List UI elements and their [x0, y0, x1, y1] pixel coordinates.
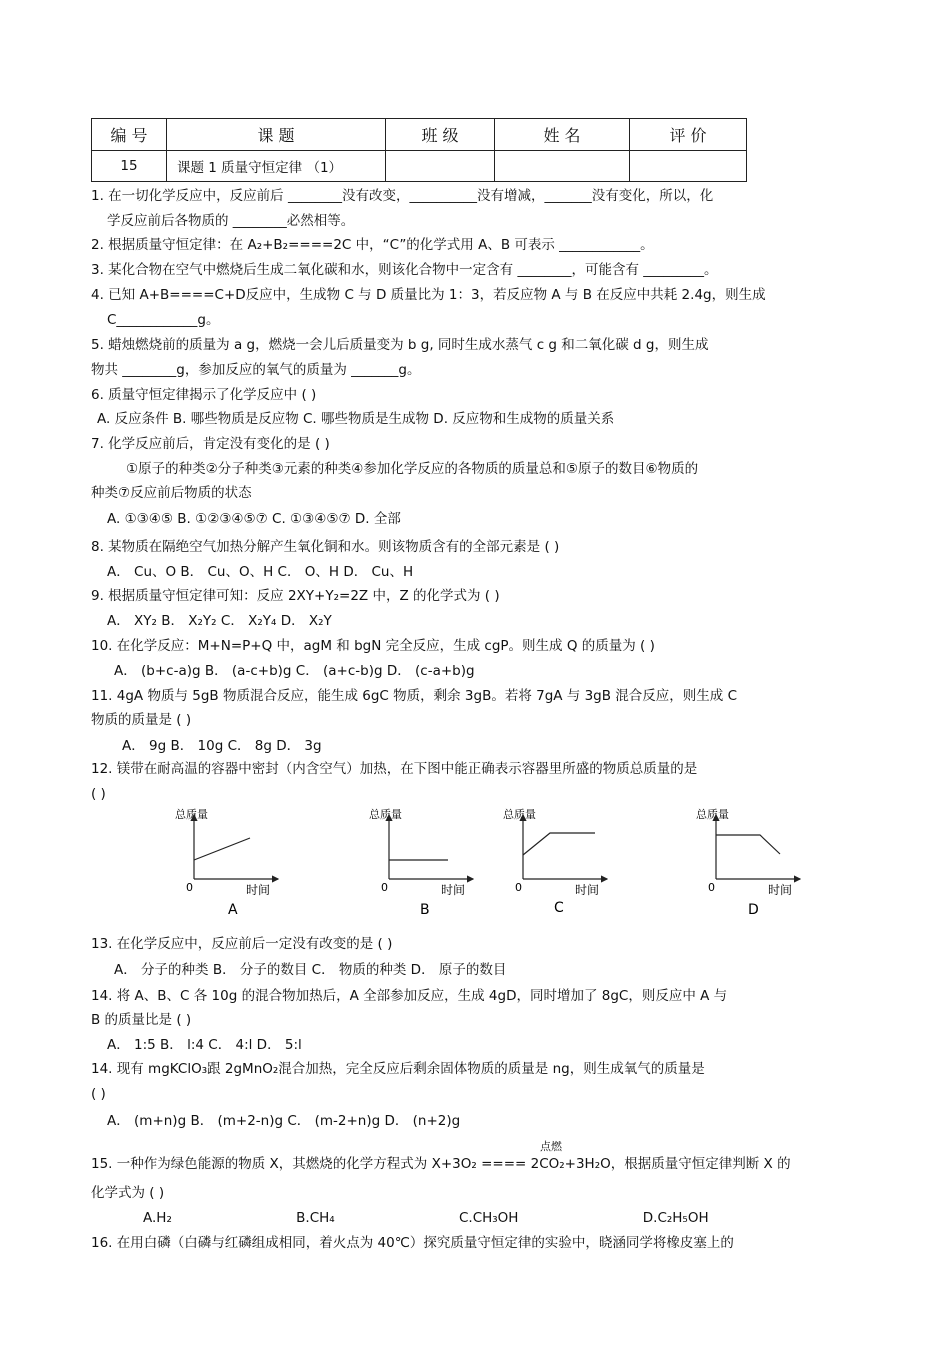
graph-a [175, 807, 278, 918]
question-15-line-1: 15. 一种作为绿色能源的物质 X，其燃烧的化学方程式为 X+3O₂ ==== 2CO₂+3H₂O，根据质量守恒定律判断 X 的 [91, 1156, 791, 1172]
graph-a-origin: 0 [186, 881, 193, 894]
graph-c-line [523, 833, 595, 855]
graph-d-ylabel: 总质量 [696, 808, 729, 821]
number-cell: 15 [92, 151, 167, 182]
graph-b-origin: 0 [381, 881, 388, 894]
name-cell[interactable] [495, 151, 630, 182]
question-4-line-2: C____________g。 [107, 312, 220, 328]
question-6: 6. 质量守恒定律揭示了化学反应中 ( ) [91, 387, 317, 403]
graph-c-xlabel: 时间 [575, 883, 600, 897]
header-row [92, 119, 747, 151]
graph-c-ylabel: 总质量 [503, 808, 536, 821]
question-15-options: A.H₂ B.CH₄ C.CH₃OH D.C₂H₅OH [143, 1210, 709, 1226]
lesson-cell: 课题 1 质量守恒定律 （1） [167, 151, 386, 182]
graph-a-line [194, 838, 250, 860]
question-11-line-1: 11. 4gA 物质与 5gB 物质混合反应，能生成 6gC 物质，剩余 3gB。若将 7gA 与 3gB 混合反应，则生成 C [91, 688, 738, 704]
graph-d-line [716, 835, 780, 854]
question-8: 8. 某物质在隔绝空气加热分解产生氧化铜和水。则该物质含有的全部元素是 ( ) [91, 539, 560, 555]
question-14-line-1: 14. 将 A、B、C 各 10g 的混合物加热后，A 全部参加反应，生成 4gD，同时增加了 8gC，则反应中 A 与 [91, 988, 728, 1004]
graph-b-xlabel: 时间 [441, 883, 466, 897]
question-14-options: A． 1:5 B． l:4 C． 4:l D． 5:l [107, 1037, 302, 1053]
question-5-line-1: 5. 蜡烛燃烧前的质量为 a g，燃烧一会儿后质量变为 b g, 同时生成水蒸气 c g 和二氧化碳 d g，则生成 [91, 337, 709, 353]
question-7-items-line-1: ①原子的种类②分子种类③元素的种类④参加化学反应的各物质的质量总和⑤原子的数目⑥物质的 [126, 461, 699, 477]
question-4-line-1: 4. 已知 A+B====C+D反应中，生成物 C 与 D 质量比为 1：3，若反应物 A 与 B 在反应中共耗 2.4g，则生成 [91, 287, 766, 303]
class-cell[interactable] [386, 151, 495, 182]
question-14-line-2: B 的质量比是 ( ) [91, 1012, 192, 1028]
grade-cell[interactable] [630, 151, 747, 182]
question-2: 2. 根据质量守恒定律：在 A₂+B₂====2C 中，“C”的化学式用 A、B 可表示 ____________。 [91, 237, 654, 253]
data-row [92, 151, 747, 182]
graph-b-label: B [420, 902, 430, 918]
question-11-options: A． 9g B． 10g C． 8g D． 3g [122, 738, 322, 754]
question-15-line-2: 化学式为 ( ) [91, 1185, 165, 1201]
question-3: 3. 某化合物在空气中燃烧后生成二氧化碳和水，则该化合物中一定含有 ________，可能含有 _________。 [91, 262, 718, 278]
header-cell: 编 号 [92, 119, 167, 151]
graph-c-origin: 0 [515, 881, 522, 894]
mass-time-graphs [160, 805, 820, 920]
graph-d-label: D [748, 902, 759, 918]
question-1-line-1: 1. 在一切化学反应中，反应前后 ________没有改变，__________没有增减，_______没有变化，所以，化 [91, 188, 714, 204]
question-16: 16. 在用白磷（白磷与红磷组成相同，着火点为 40℃）探究质量守恒定律的实验中，晓涵同学将橡皮塞上的 [91, 1235, 734, 1251]
graph-a-ylabel: 总质量 [175, 808, 208, 821]
graph-a-xlabel: 时间 [246, 883, 271, 897]
question-13: 13. 在化学反应中，反应前后一定没有改变的是 ( ) [91, 936, 393, 952]
question-7-options: A. ①③④⑤ B. ①②③④⑤⑦ C. ①③④⑤⑦ D. 全部 [107, 511, 401, 527]
question-14b-options: A． (m+n)g B． (m+2-n)g C． (m-2+n)g D． (n+2)g [107, 1113, 461, 1129]
question-1-line-2: 学反应前后各物质的 ________必然相等。 [107, 213, 355, 229]
question-9: 9. 根据质量守恒定律可知：反应 2XY+Y₂=2Z 中，Z 的化学式为 ( ) [91, 588, 500, 604]
graph-d-xlabel: 时间 [768, 883, 793, 897]
question-14b-line-2: ( ) [91, 1086, 106, 1102]
question-12-line-2: ( ) [91, 786, 106, 802]
question-7-items-line-2: 种类⑦反应前后物质的状态 [91, 485, 252, 501]
question-10-options: A． (b+c-a)g B． (a-c+b)g C． (a+c-b)g D． (c-a+b)g [114, 663, 475, 679]
question-11-line-2: 物质的质量是 ( ) [91, 712, 192, 728]
header-cell: 课 题 [167, 119, 386, 151]
question-5-line-2: 物共 ________g，参加反应的氧气的质量为 _______g。 [91, 362, 421, 378]
question-6-options: A. 反应条件 B. 哪些物质是反应物 C. 哪些物质是生成物 D. 反应物和生成物的质量关系 [97, 411, 615, 427]
question-7: 7. 化学反应前后，肯定没有变化的是 ( ) [91, 436, 330, 452]
graph-c [503, 807, 607, 916]
question-13-options: A． 分子的种类 B． 分子的数目 C． 物质的种类 D． 原子的数目 [114, 962, 507, 978]
header-cell: 评 价 [630, 119, 747, 151]
graph-a-label: A [228, 902, 238, 918]
graph-b-ylabel: 总质量 [369, 808, 402, 821]
question-10: 10. 在化学反应：M+N=P+Q 中，agM 和 bgN 完全反应，生成 cgP。则生成 Q 的质量为 ( ) [91, 638, 655, 654]
graph-c-label: C [554, 900, 564, 916]
graph-b [369, 807, 473, 918]
graph-d [696, 807, 800, 918]
question-8-options: A． Cu、O B． Cu、O、H C． O、H D． Cu、H [107, 564, 414, 580]
question-9-options: A． XY₂ B． X₂Y₂ C． X₂Y₄ D． X₂Y [107, 613, 332, 629]
question-12-line-1: 12. 镁带在耐高温的容器中密封（内含空气）加热，在下图中能正确表示容器里所盛的物质总质量的是 [91, 761, 698, 777]
graph-d-origin: 0 [708, 881, 715, 894]
question-14b-line-1: 14. 现有 mgKClO₃跟 2gMnO₂混合加热，完全反应后剩余固体物质的质量是 ng，则生成氧气的质量是 [91, 1061, 705, 1077]
header-table [91, 118, 747, 182]
header-cell: 班 级 [386, 119, 495, 151]
reaction-condition: 点燃 [540, 1140, 562, 1153]
header-cell: 姓 名 [495, 119, 630, 151]
